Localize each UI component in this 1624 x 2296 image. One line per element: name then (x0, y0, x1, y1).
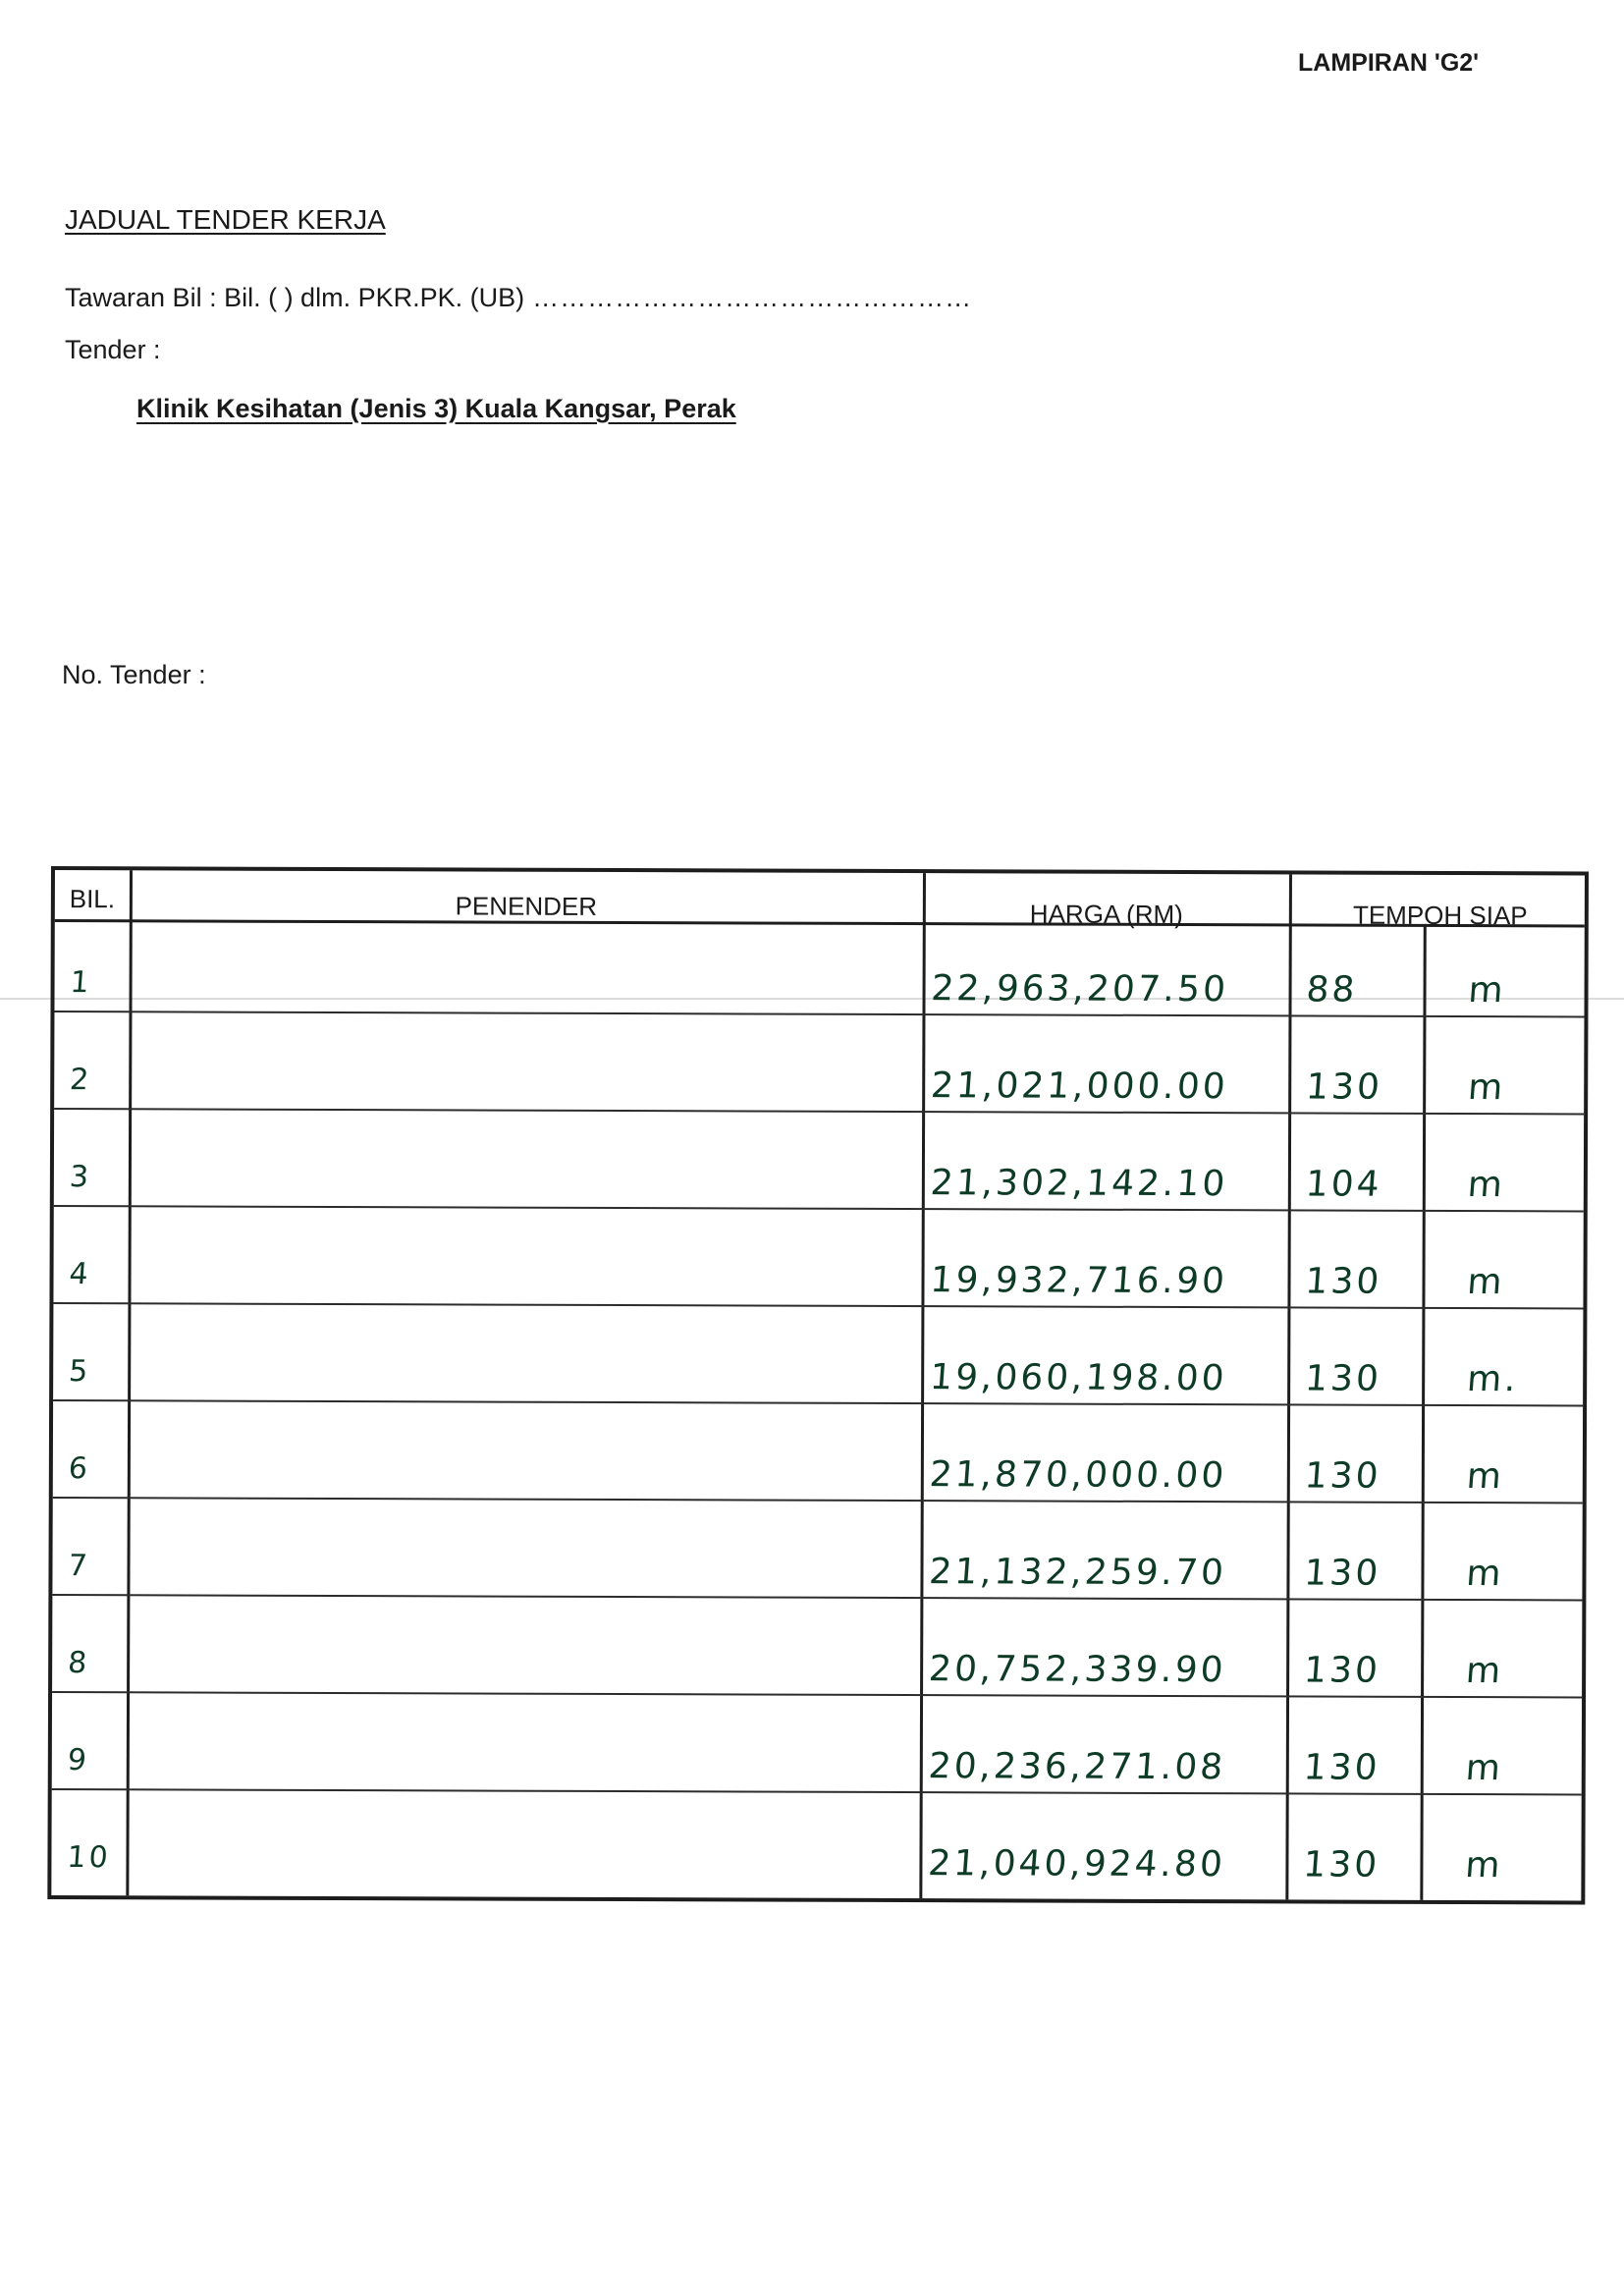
row-number: 3 (68, 1160, 93, 1195)
row-price: 19,932,716.90 (929, 1260, 1229, 1302)
project-name: Klinik Kesihatan (Jenis 3) Kuala Kangsar, Perak (136, 394, 736, 423)
row-duration-unit: m (1465, 1456, 1506, 1498)
row-number: 9 (66, 1743, 91, 1778)
column-divider-harga (1285, 874, 1292, 1899)
row-duration: 130 (1303, 1358, 1383, 1399)
tawaran-text: Tawaran Bil : Bil. ( ) dlm. PKR.PK. (UB) (65, 283, 525, 312)
document-title: JADUAL TENDER KERJA (65, 204, 386, 235)
tawaran-line (65, 283, 972, 313)
header-penender: PENENDER (455, 891, 598, 921)
row-number: 5 (67, 1354, 92, 1390)
tawaran-dots: ………………………………………… (532, 283, 973, 312)
row-duration: 130 (1302, 1747, 1382, 1788)
row-number: 10 (66, 1840, 112, 1876)
row-duration: 130 (1304, 1066, 1384, 1108)
row-divider (52, 1788, 1582, 1795)
row-price: 21,870,000.00 (928, 1454, 1228, 1497)
row-divider (54, 1011, 1584, 1017)
row-divider (53, 1399, 1583, 1406)
row-duration: 130 (1304, 1261, 1383, 1302)
row-duration: 130 (1301, 1844, 1381, 1886)
row-duration-unit: m. (1465, 1359, 1521, 1400)
header-harga: HARGA (RM) (1029, 899, 1183, 930)
row-duration-unit: m (1464, 1554, 1506, 1595)
row-duration: 130 (1302, 1553, 1382, 1594)
row-price: 21,132,259.70 (927, 1552, 1228, 1594)
row-price: 20,236,271.08 (927, 1746, 1227, 1788)
row-duration-unit: m (1464, 1748, 1505, 1789)
row-duration: 88 (1305, 969, 1359, 1011)
row-duration-unit: m (1467, 970, 1508, 1011)
row-price: 20,752,339.90 (927, 1649, 1228, 1691)
column-divider-tempoh (1420, 924, 1426, 1900)
row-divider (52, 1691, 1582, 1698)
column-divider-penender (919, 873, 926, 1898)
row-duration-unit: m (1466, 1262, 1507, 1303)
no-tender-label: No. Tender : (62, 660, 206, 689)
row-duration-unit: m (1466, 1067, 1507, 1109)
row-price: 22,963,207.50 (930, 968, 1230, 1011)
header-tempoh: TEMPOH SIAP (1352, 900, 1528, 931)
row-divider (53, 1302, 1583, 1309)
row-number: 8 (66, 1646, 91, 1681)
row-duration: 130 (1303, 1455, 1383, 1497)
row-duration: 104 (1304, 1164, 1384, 1205)
row-divider (53, 1497, 1583, 1503)
row-duration: 130 (1302, 1650, 1382, 1691)
row-price: 21,040,924.80 (926, 1843, 1227, 1886)
row-number: 4 (68, 1257, 92, 1292)
row-number: 1 (69, 965, 93, 1001)
row-number: 7 (67, 1549, 91, 1584)
header-bil: BIL. (69, 884, 116, 914)
row-duration-unit: m (1463, 1845, 1505, 1886)
row-divider (54, 1205, 1584, 1212)
row-price: 21,021,000.00 (929, 1066, 1230, 1108)
appendix-label: LAMPIRAN 'G2' (1298, 49, 1480, 77)
row-price: 21,302,142.10 (929, 1163, 1229, 1205)
tender-label: Tender : (65, 335, 161, 364)
column-divider-bil (126, 870, 133, 1895)
row-price: 19,060,198.00 (928, 1357, 1229, 1399)
row-divider (52, 1594, 1582, 1601)
row-number: 2 (68, 1063, 93, 1098)
tender-table (47, 866, 1589, 1904)
row-duration-unit: m (1466, 1165, 1507, 1206)
row-number: 6 (67, 1451, 92, 1487)
row-duration-unit: m (1464, 1651, 1505, 1692)
row-divider (54, 1108, 1584, 1115)
